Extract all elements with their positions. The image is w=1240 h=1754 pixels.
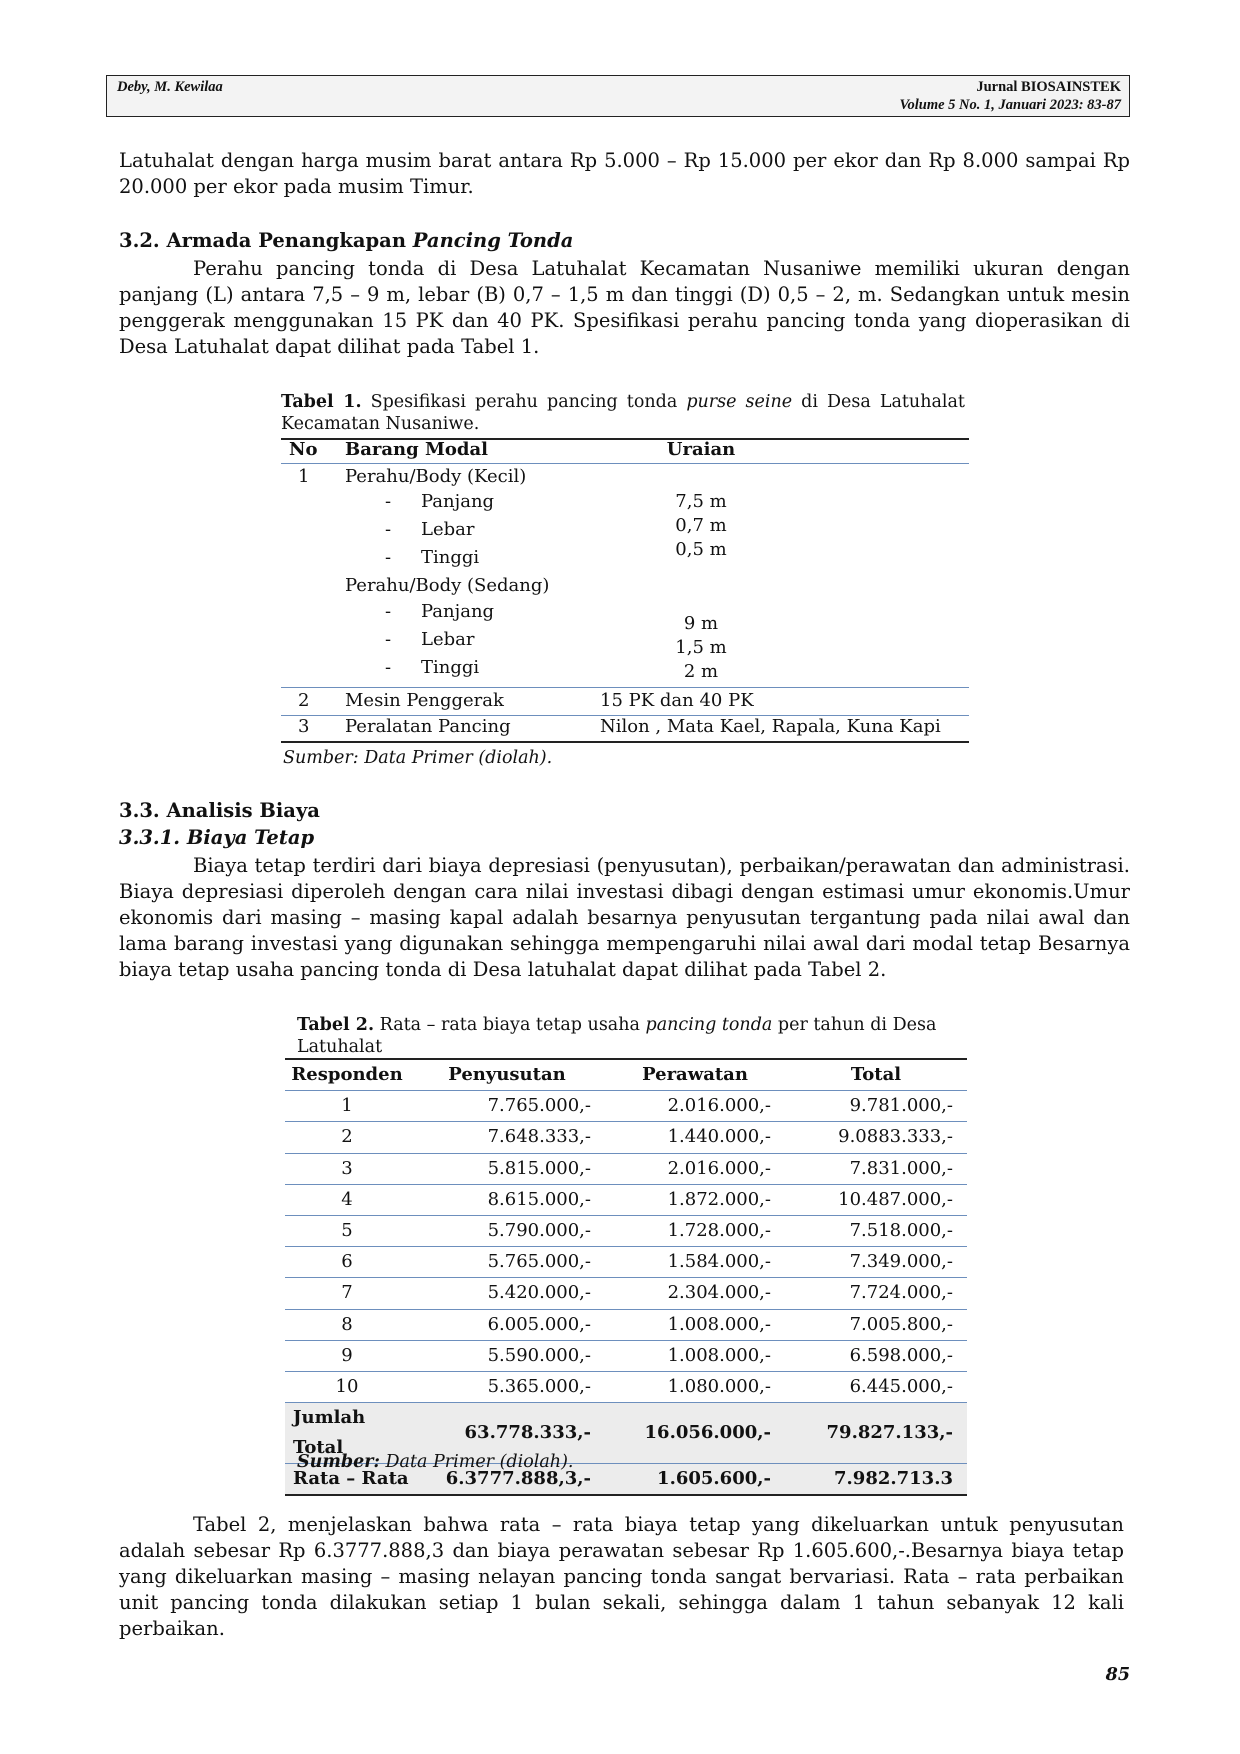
- table2-cell-perawatan: 1.872.000,-: [605, 1184, 785, 1215]
- table2-cell-penyusutan: 5.765.000,-: [409, 1247, 605, 1278]
- table-row: [285, 1247, 967, 1278]
- table1-row2-value: 15 PK dan 40 PK: [600, 690, 754, 711]
- table2-total-penyusutan: 63.778.333,-: [409, 1403, 605, 1464]
- table1-row3-value: Nilon , Mata Kael, Rapala, Kuna Kapi: [600, 716, 941, 737]
- table1-kecil-panjang-value: 7,5 m: [675, 491, 727, 512]
- table1-header-rule: [281, 463, 969, 464]
- table1-kecil-panjang: Panjang: [421, 491, 495, 512]
- table2-cell-penyusutan: 5.365.000,-: [409, 1371, 605, 1402]
- table-row: [285, 1122, 967, 1153]
- table1-caption: [281, 391, 965, 435]
- table1-sedang-tinggi-value: 2 m: [683, 661, 719, 682]
- table2-average-perawatan: 1.605.600,-: [605, 1464, 785, 1496]
- table2-cell-responden: 5: [285, 1215, 409, 1246]
- table2-cell-responden: 6: [285, 1247, 409, 1278]
- table2-total-total: 79.827.133,-: [785, 1403, 967, 1464]
- table-row: [285, 1153, 967, 1184]
- table2-cell-penyusutan: 8.615.000,-: [409, 1184, 605, 1215]
- table1-row2-no: 2: [298, 690, 310, 711]
- table1-caption-text-2: di Desa Latuhalat Kecamatan Nusaniwe.: [281, 392, 965, 434]
- table1-kecil-lebar: Lebar: [421, 519, 475, 540]
- section-3-2-heading: [119, 229, 573, 252]
- table1-row-rule: [281, 687, 969, 688]
- table2-caption-italic: pancing tonda: [645, 1015, 773, 1035]
- table2-cell-penyusutan: 5.790.000,-: [409, 1215, 605, 1246]
- table2-cell-total: 7.518.000,-: [785, 1215, 967, 1246]
- table2-caption: [297, 1014, 957, 1058]
- table2-cell-penyusutan: 7.765.000,-: [409, 1091, 605, 1122]
- intro-paragraph: Latuhalat dengan harga musim barat antara Rp 5.000 – Rp 15.000 per ekor dan Rp 8.000 sampai Rp 20.000 per ekor pada musim Timur.: [119, 149, 1130, 198]
- table2-cell-total: 6.445.000,-: [785, 1371, 967, 1402]
- section-3-3-1-subheading: 3.3.1. Biaya Tetap: [119, 826, 315, 849]
- section-3-2-paragraph: Perahu pancing tonda di Desa Latuhalat Kecamatan Nusaniwe memiliki ukuran dengan panjang (L) antara 7,5 – 9 m, lebar (B) 0,7 – 1,5 m dan tinggi (D) 0,5 – 2, m. Sedangkan untuk mesin penggerak menggunakan 15 PK dan 40 PK. Spesifikasi perahu pancing tonda yang dioperasikan di Desa Latuhalat dapat dilihat pada Tabel 1.: [119, 257, 1130, 358]
- table1-caption-text-1: Spesifikasi perahu pancing tonda: [361, 392, 687, 412]
- table2-total-perawatan: 16.056.000,-: [605, 1403, 785, 1464]
- table2-average-total: 7.982.713.3: [785, 1464, 967, 1496]
- table1-sedang-panjang-value: 9 m: [683, 613, 719, 634]
- table-row: [285, 1340, 967, 1371]
- table1-row3-item: Peralatan Pancing: [345, 716, 511, 737]
- table2-cell-responden: 8: [285, 1309, 409, 1340]
- table1-sedang-lebar-value: 1,5 m: [675, 637, 727, 658]
- table2-cell-total: 7.005.800,-: [785, 1309, 967, 1340]
- table2-cell-penyusutan: 5.420.000,-: [409, 1278, 605, 1309]
- table1-dash: -: [385, 629, 392, 650]
- table1-row1-no: 1: [298, 466, 310, 487]
- table1-sedang-tinggi: Tinggi: [421, 657, 480, 678]
- table2-header-perawatan: Perawatan: [605, 1059, 785, 1091]
- table1-dash: -: [385, 547, 392, 568]
- table-row: [285, 1091, 967, 1122]
- running-header: [106, 75, 1130, 117]
- table2-cell-responden: 3: [285, 1153, 409, 1184]
- header-journal: Jurnal BIOSAINSTEK: [976, 79, 1121, 95]
- table2-cell-responden: 9: [285, 1340, 409, 1371]
- table1-dash: -: [385, 491, 392, 512]
- table2-cell-perawatan: 2.304.000,-: [605, 1278, 785, 1309]
- table-row: [285, 1309, 967, 1340]
- table-row: [285, 1215, 967, 1246]
- table2-cell-perawatan: 1.584.000,-: [605, 1247, 785, 1278]
- table1-header-barang-modal: Barang Modal: [345, 439, 488, 460]
- table2-source: [297, 1452, 573, 1472]
- table2-cell-perawatan: 1.008.000,-: [605, 1340, 785, 1371]
- table2-cell-penyusutan: 5.815.000,-: [409, 1153, 605, 1184]
- section-3-3-heading: 3.3. Analisis Biaya: [119, 799, 320, 822]
- table2-caption-label: Tabel 2.: [297, 1015, 375, 1035]
- table1-bottom-rule: [281, 741, 969, 743]
- table2-cell-penyusutan: 5.590.000,-: [409, 1340, 605, 1371]
- table2-cell-responden: 10: [285, 1371, 409, 1402]
- table2-average-label: Rata – Rata: [285, 1464, 409, 1496]
- table2-header-penyusutan: Penyusutan: [409, 1059, 605, 1091]
- table2-cell-total: 7.724.000,-: [785, 1278, 967, 1309]
- table1-kecil-lebar-value: 0,7 m: [675, 515, 727, 536]
- table1-sedang-lebar: Lebar: [421, 629, 475, 650]
- table2-cell-perawatan: 1.440.000,-: [605, 1122, 785, 1153]
- table2-cell-perawatan: 1.080.000,-: [605, 1371, 785, 1402]
- table-row: [285, 1371, 967, 1402]
- table1-dash: -: [385, 519, 392, 540]
- table1-caption-label: Tabel 1.: [281, 392, 362, 412]
- table2-cell-perawatan: 1.008.000,-: [605, 1309, 785, 1340]
- table2-caption-text-1: Rata – rata biaya tetap usaha: [374, 1015, 646, 1035]
- table2-cell-penyusutan: 7.648.333,-: [409, 1122, 605, 1153]
- table2-source-text: Data Primer (diolah).: [379, 1452, 574, 1472]
- table1-dash: -: [385, 601, 392, 622]
- table2-header-total: Total: [785, 1059, 967, 1091]
- section-3-2-heading-text: 3.2. Armada Penangkapan: [119, 229, 413, 252]
- table2-cell-total: 10.487.000,-: [785, 1184, 967, 1215]
- table1-row3-no: 3: [298, 716, 310, 737]
- table2-cell-perawatan: 2.016.000,-: [605, 1153, 785, 1184]
- table-row: [285, 1184, 967, 1215]
- table2-header-row: [285, 1059, 967, 1091]
- table2-cell-total: 9.0883.333,-: [785, 1122, 967, 1153]
- table1-sedang-panjang: Panjang: [421, 601, 495, 622]
- page-number: 85: [1105, 1665, 1130, 1685]
- table2-cell-responden: 4: [285, 1184, 409, 1215]
- header-author: Deby, M. Kewilaa: [117, 79, 223, 95]
- section-3-2-heading-italic: Pancing Tonda: [412, 229, 574, 252]
- table1-dash: -: [385, 657, 392, 678]
- table2-source-label: Sumber:: [297, 1452, 380, 1472]
- table1-header-uraian: Uraian: [666, 439, 736, 460]
- table2-total-label: Jumlah Total: [285, 1403, 409, 1464]
- table2-cell-responden: 1: [285, 1091, 409, 1122]
- section-3-3-1-paragraph: Biaya tetap terdiri dari biaya depresiasi (penyusutan), perbaikan/perawatan dan administrasi. Biaya depresiasi diperoleh dengan cara nilai investasi dibagi dengan estimasi umur ekonomis.Umur ekonomis dari masing – masing kapal adalah besarnya penyusutan tergantung pada nilai awal dan lama barang investasi yang digunakan sehingga mempengaruhi nilai awal dari modal tetap Besarnya biaya tetap usaha pancing tonda di Desa latuhalat dapat dilihat pada Tabel 2.: [119, 854, 1130, 981]
- table-row: [285, 1278, 967, 1309]
- table1-header-no: No: [289, 439, 318, 460]
- table2-caption-text-2: per tahun di Desa Latuhalat: [297, 1015, 937, 1057]
- table1-source: Sumber: Data Primer (diolah).: [283, 748, 553, 768]
- table2-cell-perawatan: 1.728.000,-: [605, 1215, 785, 1246]
- table1-kecil-tinggi: Tinggi: [421, 547, 480, 568]
- table1-group-kecil: Perahu/Body (Kecil): [345, 466, 527, 487]
- table1-row2-item: Mesin Penggerak: [345, 690, 504, 711]
- table2-average-penyusutan: 6.3777.888,3,-: [409, 1464, 605, 1496]
- table2-cell-perawatan: 2.016.000,-: [605, 1091, 785, 1122]
- closing-paragraph: Tabel 2, menjelaskan bahwa rata – rata biaya tetap yang dikeluarkan untuk penyusutan adalah sebesar Rp 6.3777.888,3 dan biaya perawatan sebesar Rp 1.605.600,-.Besarnya biaya tetap yang dikeluarkan masing – masing nelayan pancing tonda sangat bervariasi. Rata – rata perbaikan unit pancing tonda dilakukan setiap 1 bulan sekali, sehingga dalam 1 tahun sebanyak 12 kali perbaikan.: [119, 1513, 1124, 1640]
- table2-cell-total: 9.781.000,-: [785, 1091, 967, 1122]
- header-volume: Volume 5 No. 1, Januari 2023: 83-87: [899, 97, 1121, 113]
- table2-header-responden: Responden: [285, 1059, 409, 1091]
- table2-cell-total: 7.831.000,-: [785, 1153, 967, 1184]
- table2-cell-responden: 2: [285, 1122, 409, 1153]
- table1: [281, 438, 969, 744]
- table2-cell-total: 7.349.000,-: [785, 1247, 967, 1278]
- table2: [285, 1058, 967, 1496]
- table1-group-sedang: Perahu/Body (Sedang): [345, 575, 550, 596]
- table2-cell-penyusutan: 6.005.000,-: [409, 1309, 605, 1340]
- table1-kecil-tinggi-value: 0,5 m: [675, 539, 727, 560]
- table2-cell-responden: 7: [285, 1278, 409, 1309]
- table2-cell-total: 6.598.000,-: [785, 1340, 967, 1371]
- table1-caption-italic: purse seine: [686, 392, 793, 412]
